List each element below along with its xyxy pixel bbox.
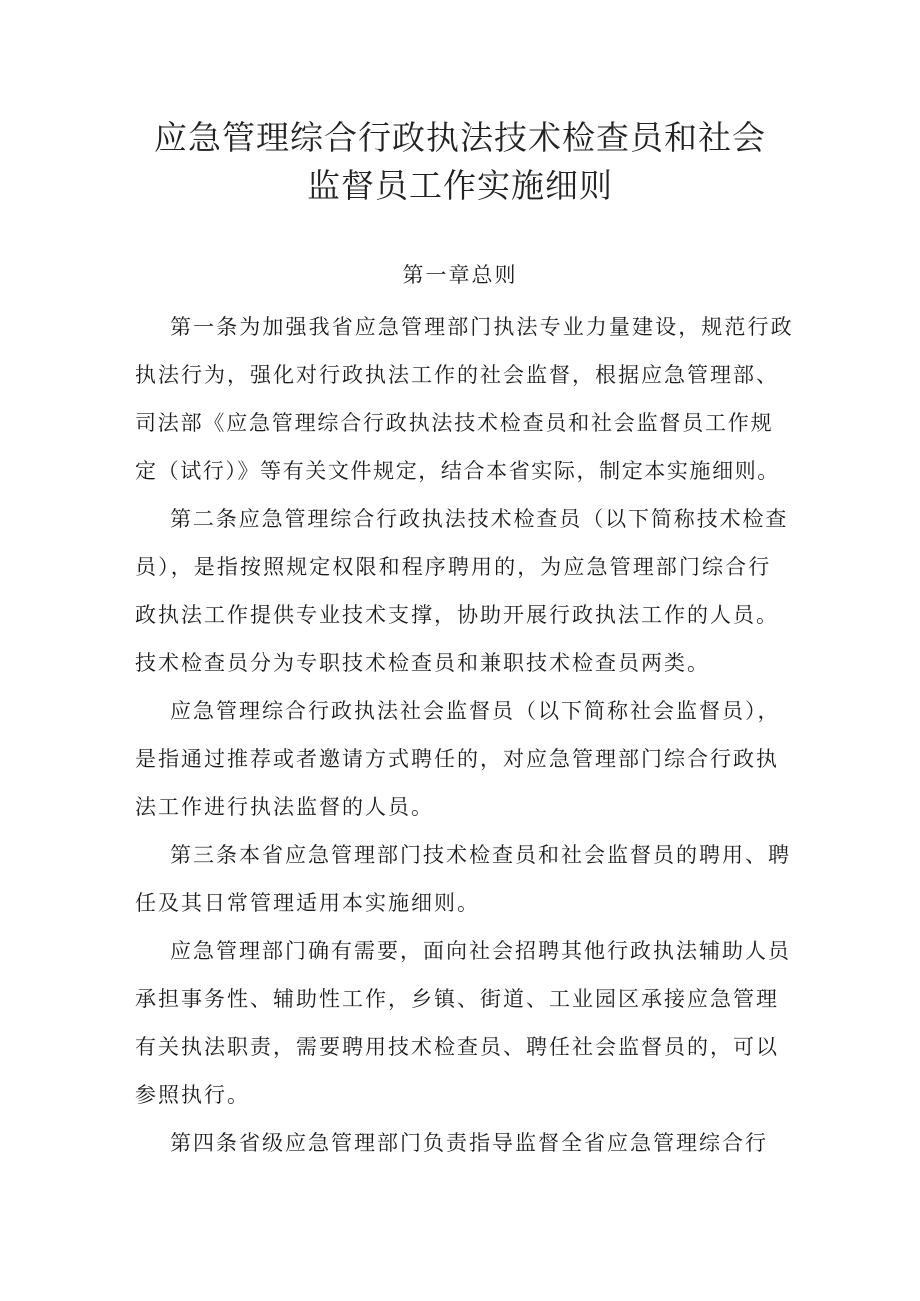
text-line: 政执法工作提供专业技术支撑，协助开展行政执法工作的人员。 — [135, 603, 779, 627]
text-line: 定（试行）》等有关文件规定，结合本省实际，制定本实施细则。 — [135, 459, 780, 483]
text-line: 第三条本省应急管理部门技术检查员和社会监督员的聘用、聘 — [170, 843, 791, 867]
text-line: 技术检查员分为专职技术检查员和兼职技术检查员两类。 — [135, 651, 710, 675]
text-line: 有关执法职责，需要聘用技术检查员、聘任社会监督员的，可以 — [135, 1035, 779, 1059]
text-line: 是指通过推荐或者邀请方式聘任的，对应急管理部门综合行政执 — [135, 747, 779, 771]
document-title-line-2: 监督员工作实施细则 — [307, 166, 613, 205]
text-line: 员），是指按照规定权限和程序聘用的，为应急管理部门综合行 — [135, 555, 772, 579]
text-line: 执法行为，强化对行政执法工作的社会监督，根据应急管理部、 — [135, 363, 779, 387]
chapter-heading: 第一章总则 — [402, 263, 518, 287]
text-line: 任及其日常管理适用本实施细则。 — [135, 891, 480, 915]
document-title-line-1: 应急管理综合行政执法技术检查员和社会 — [154, 118, 766, 157]
text-line: 第四条省级应急管理部门负责指导监督全省应急管理综合行 — [170, 1131, 768, 1155]
text-line: 参照执行。 — [135, 1083, 250, 1107]
text-line: 法工作进行执法监督的人员。 — [135, 795, 434, 819]
text-line: 承担事务性、辅助性工作，乡镇、街道、工业园区承接应急管理 — [135, 987, 779, 1011]
text-line: 第一条为加强我省应急管理部门执法专业力量建设，规范行政 — [170, 315, 794, 339]
text-line: 第二条应急管理综合行政执法技术检查员（以下简称技术检查 — [170, 507, 789, 531]
text-line: 应急管理部门确有需要，面向社会招聘其他行政执法辅助人员 — [170, 939, 791, 963]
text-line: 司法部《应急管理综合行政执法技术检查员和社会监督员工作规 — [135, 411, 774, 435]
text-line: 应急管理综合行政执法社会监督员（以下简称社会监督员）， — [170, 699, 781, 723]
